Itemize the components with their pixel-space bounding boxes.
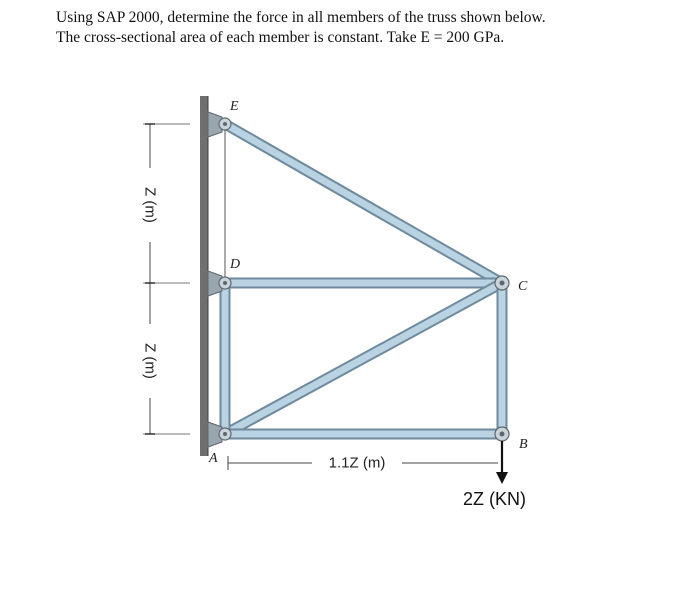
- label-joint-b: B: [519, 437, 528, 452]
- joint-c: [495, 276, 509, 290]
- truss-members: [225, 124, 502, 434]
- joint-b: [495, 427, 509, 441]
- vertical-dimension: [140, 124, 190, 434]
- problem-line-2: The cross-sectional area of each member is constant. Take E = 200 GPa.: [56, 29, 505, 46]
- member-ec: [225, 124, 502, 283]
- dimension-upper-height: Z (m): [141, 187, 159, 223]
- load-label: 2Z (KN): [463, 489, 526, 509]
- label-joint-d: D: [230, 257, 241, 272]
- support-wall: [200, 96, 208, 456]
- label-joint-e: E: [230, 99, 239, 114]
- dimension-lower-height: Z (m): [141, 343, 159, 379]
- label-joint-c: C: [518, 279, 528, 294]
- label-joint-a: A: [209, 451, 218, 466]
- dimension-span: 1.1Z (m): [328, 454, 386, 472]
- problem-line-1: Using SAP 2000, determine the force in all members of the truss shown below.: [56, 9, 546, 26]
- support-e: [208, 112, 231, 137]
- member-ac: [225, 283, 502, 434]
